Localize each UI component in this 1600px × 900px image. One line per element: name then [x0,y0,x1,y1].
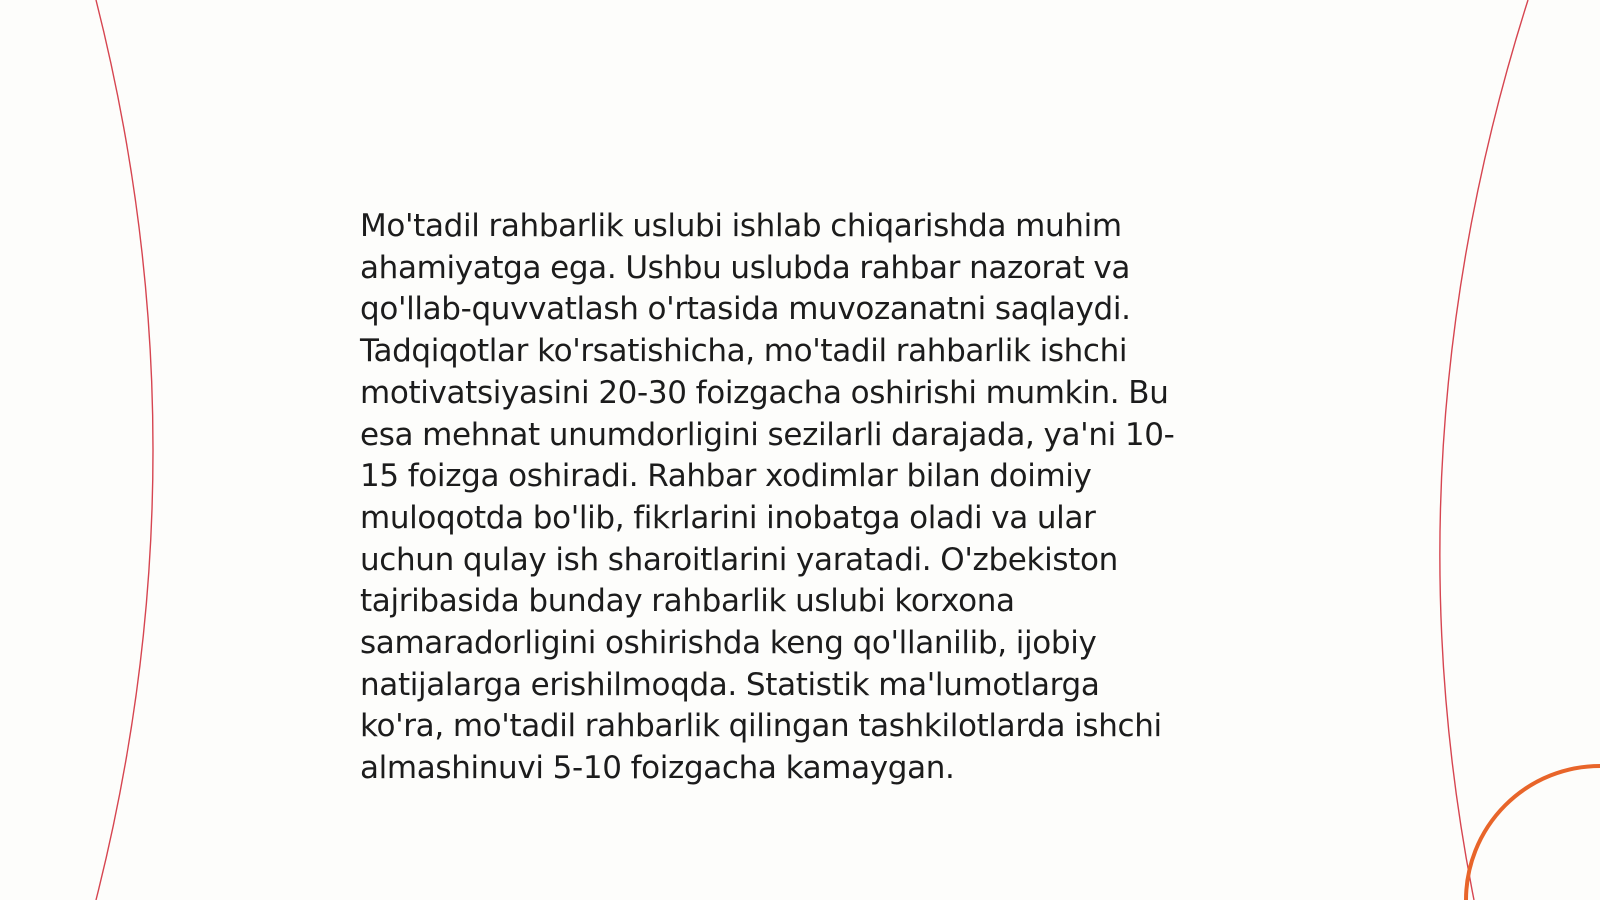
paragraph-line: samaradorligini oshirishda keng qo'llanilib, ijobiy [360,625,1097,662]
paragraph-line: tajribasida bunday rahbarlik uslubi korxona [360,583,1015,620]
paragraph-line: Tadqiqotlar ko'rsatishicha, mo'tadil rahbarlik ishchi [360,333,1128,370]
accent-arc [1466,766,1600,900]
paragraph-line: Mo'tadil rahbarlik uslubi ishlab chiqarishda muhim [360,208,1122,244]
left-curve-line [96,0,153,900]
paragraph-line: natijalarga erishilmoqda. Statistik ma'lumotlarga [360,666,1100,703]
right-curve-line [1440,0,1528,900]
paragraph-line: motivatsiyasini 20-30 foizgacha oshirishi mumkin. Bu [360,374,1169,411]
paragraph-line: muloqotda bo'lib, fikrlarini inobatga oladi va ular [360,499,1096,536]
paragraph-line: ko'ra, mo'tadil rahbarlik qilingan tashkilotlarda ishchi [360,708,1162,745]
paragraph-line: 15 foizga oshiradi. Rahbar xodimlar bilan doimiy [360,458,1092,495]
body-paragraph [360,206,1260,790]
paragraph-line: uchun qulay ish sharoitlarini yaratadi. O'zbekiston [360,541,1118,578]
paragraph-line: esa mehnat unumdorligini sezilarli darajada, ya'ni 10- [360,416,1175,453]
paragraph-line: qo'llab-quvvatlash o'rtasida muvozanatni saqlaydi. [360,291,1131,328]
paragraph-line: ahamiyatga ega. Ushbu uslubda rahbar nazorat va [360,249,1131,286]
paragraph-line: almashinuvi 5-10 foizgacha kamaygan. [360,750,955,787]
